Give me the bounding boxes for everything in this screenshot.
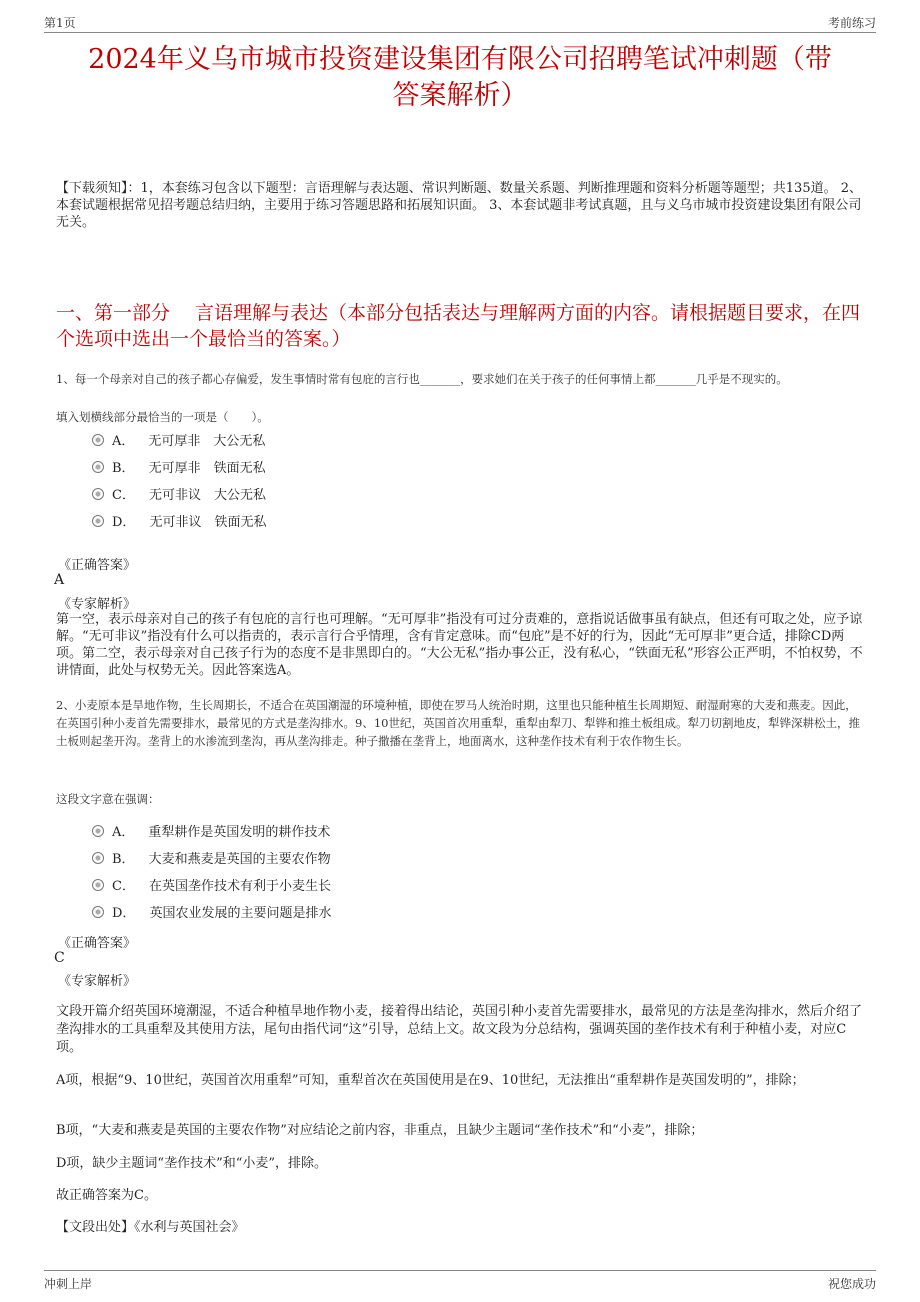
question-2-options xyxy=(92,817,331,925)
option-c[interactable]: C． 无可非议 大公无私 xyxy=(92,480,266,507)
question-1-stem: 1、每一个母亲对自己的孩子都心存偏爱，发生事情时常有包庇的言行也_______，要求她们在关于孩子的任何事情上都_______几乎是不现实的。 xyxy=(56,372,788,386)
option-a[interactable]: A． 重犁耕作是英国发明的耕作技术 xyxy=(92,817,331,844)
page-header xyxy=(44,12,876,33)
option-b[interactable]: B． 无可厚非 铁面无私 xyxy=(92,453,266,480)
analysis-paragraph-3: B项，“大麦和燕麦是英国的主要农作物”对应结论之前内容，非重点，且缺少主题词“垄作技术”和“小麦”，排除； xyxy=(56,1123,704,1138)
answer-value: A xyxy=(54,572,65,588)
question-1-prompt: 填入划横线部分最恰当的一项是（ ）。 xyxy=(56,410,269,424)
footer-right: 祝您成功 xyxy=(827,1277,876,1291)
radio-icon[interactable] xyxy=(92,434,104,446)
analysis-paragraph-2: A项，根据“9、10世纪，英国首次用重犁”可知，重犁首次在英国使用是在9、10世纪，无法推出“重犁耕作是英国发明的”，排除； xyxy=(56,1073,805,1088)
download-notice: 【下载须知】：1，本套练习包含以下题型：言语理解与表达题、常识判断题、数量关系题、判断推理题和资料分析题等题型；共135道。 2、本套试题根据常见招考题总结归纳，主要用于练习答题思路和拓展知识面。 3、本套试题非考试真题，且与义乌市城市投资建设集团有限公司无关。 xyxy=(56,181,862,230)
answer-value: C xyxy=(54,950,65,966)
source-citation: 【文段出处】《水利与英国社会》 xyxy=(56,1220,245,1235)
answer-label: 《正确答案》 xyxy=(58,558,137,573)
document-title xyxy=(44,42,876,114)
radio-icon[interactable] xyxy=(92,852,104,864)
answer-label: 《正确答案》 xyxy=(58,936,137,951)
radio-icon[interactable] xyxy=(92,906,104,918)
radio-icon[interactable] xyxy=(92,461,104,473)
question-1-options xyxy=(92,426,266,534)
title-line-1: 2024年义乌市城市投资建设集团有限公司招聘笔试冲刺题（带 xyxy=(88,44,832,75)
radio-icon[interactable] xyxy=(92,488,104,500)
analysis-text: 第一空，表示母亲对自己的孩子有包庇的言行也可理解。“无可厚非”指没有可过分责难的，意指说话做事虽有缺点，但还有可取之处，应予谅解。“无可非议”指没有什么可以指责的，表示言行合乎情理，含有肯定意味。而“包庇”是不好的行为，因此“无可厚非”更合适，排除CD两项。第二空，表示母亲对自己孩子行为的态度不是非黑即白的。“大公无私”指办事公正，没有私心，“铁面无私”形容公正严明，不怕权势，不讲情面，此处与权势无关。因此答案选A。 xyxy=(56,612,863,678)
header-label: 考前练习 xyxy=(827,16,876,30)
question-2-stem: 2、小麦原本是旱地作物，生长周期长，不适合在英国潮湿的环境种植，即使在罗马人统治时期，这里也只能种植生长周期短、耐湿耐寒的大麦和燕麦。因此，在英国引种小麦首先需要排水，最常见的方式是垄沟排水。9、10世纪，英国首次用重犁，重犁由犁刀、犁铧和推土板组成。犁刀切割地皮，犁铧深耕松土，推土板则起垄开沟。垄背上的水渗流到垄沟，再从垄沟排走。种子撒播在垄背上，地面离水，这种垄作技术有利于农作物生长。 xyxy=(56,698,860,748)
analysis-paragraph-4: D项，缺少主题词“垄作技术”和“小麦”，排除。 xyxy=(56,1156,328,1171)
title-line-2: 答案解析） xyxy=(392,80,528,111)
section-title: 一、第一部分 言语理解与表达（本部分包括表达与理解两方面的内容。请根据题目要求，在四个选项中选出一个最恰当的答案。） xyxy=(56,302,861,350)
analysis-label: 《专家解析》 xyxy=(58,597,137,612)
page-number: 第1页 xyxy=(44,16,76,30)
analysis-paragraph-5: 故正确答案为C。 xyxy=(56,1188,157,1203)
radio-icon[interactable] xyxy=(92,515,104,527)
radio-icon[interactable] xyxy=(92,879,104,891)
option-b[interactable]: B． 大麦和燕麦是英国的主要农作物 xyxy=(92,844,331,871)
option-a[interactable]: A． 无可厚非 大公无私 xyxy=(92,426,266,453)
footer-left: 冲刺上岸 xyxy=(44,1277,93,1291)
question-2-prompt: 这段文字意在强调： xyxy=(56,792,160,806)
radio-icon[interactable] xyxy=(92,825,104,837)
page-footer xyxy=(44,1270,876,1291)
analysis-label: 《专家解析》 xyxy=(58,974,137,989)
option-d[interactable]: D． 英国农业发展的主要问题是排水 xyxy=(92,898,331,925)
option-c[interactable]: C． 在英国垄作技术有利于小麦生长 xyxy=(92,871,331,898)
analysis-paragraph-1: 文段开篇介绍英国环境潮湿，不适合种植旱地作物小麦，接着得出结论，英国引种小麦首先需要排水，最常见的方法是垄沟排水，然后介绍了垄沟排水的工具重犁及其使用方法，尾句由指代词“这”引导，总结上文。故文段为分总结构，强调英国的垄作技术有利于种植小麦，对应C项。 xyxy=(56,1004,863,1055)
option-d[interactable]: D． 无可非议 铁面无私 xyxy=(92,507,266,534)
